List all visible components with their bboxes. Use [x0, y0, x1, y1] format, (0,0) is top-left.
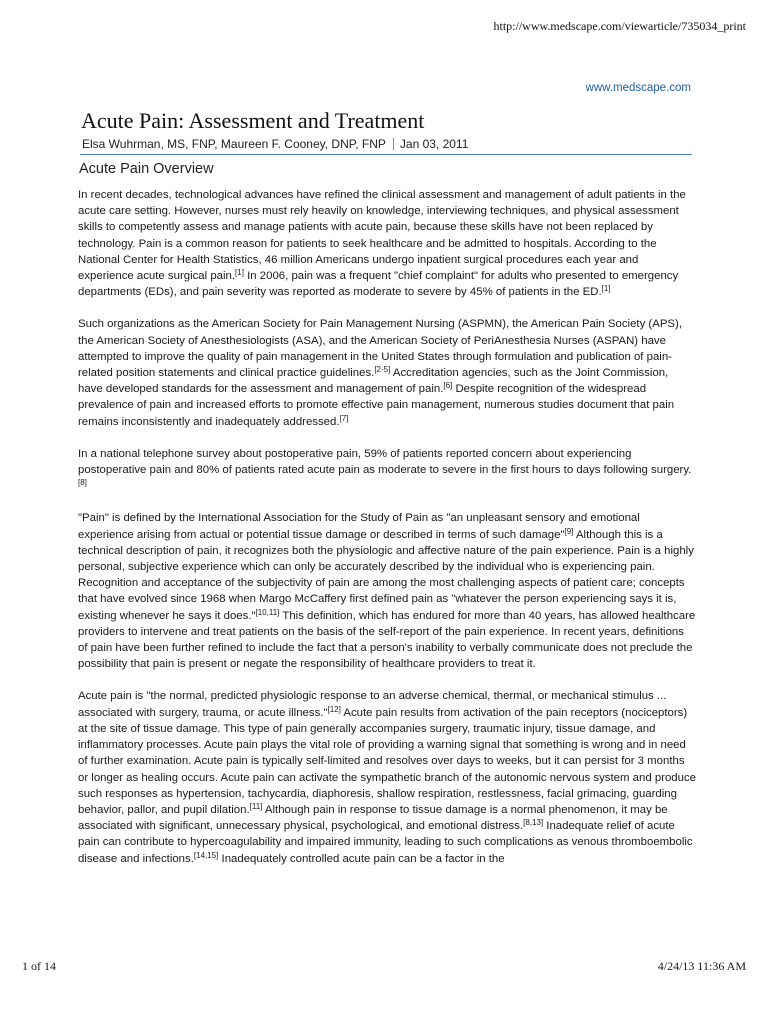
print-timestamp: 4/24/13 11:36 AM: [657, 959, 746, 973]
citation-link[interactable]: [1]: [235, 268, 244, 278]
paragraph-text: Accreditation agencies, such as the Joint Commission, have developed standards for the assessment and management of pain.: [78, 367, 669, 396]
citation-link[interactable]: [8,13]: [523, 818, 544, 828]
paragraph-text: Acute pain results from activation of the pain receptors (nociceptors) at the site of tissue damage. This type of pain generally accompanies surgery, traumatic injury, tissue damage, and inflammatory processes. Acute pain plays the vital role of providing a warning signal that something is wrong and in need of further examination. Acute pain is typically self-limited and resolves over days to weeks, but it can persist for 3 months or longer as healing occurs. Acute pain can activate the sympathetic branch of the autonomic nervous system and produce such responses as hypertension, tachycardia, diaphoresis, shallow respiration, restlessness, facial grimacing, guarding behavior, pallor, and pupil dilation.: [78, 706, 696, 816]
citation-link[interactable]: [10,11]: [255, 607, 280, 617]
article-title: Acute Pain: Assessment and Treatment: [81, 108, 425, 133]
paragraph-text: "Pain" is defined by the International Association for the Study of Pain as "an unpleasant sensory and emotional experience arising from actual or potential tissue damage or described in terms of such damage": [78, 512, 640, 541]
citation-link[interactable]: [7]: [339, 413, 349, 423]
citation-link[interactable]: [12]: [327, 704, 341, 714]
paragraph-text: Inadequately controlled acute pain can be a factor in the: [218, 852, 505, 865]
paragraph-text: Acute pain is "the normal, predicted physiologic response to an adverse chemical, thermal, or mechanical stimulus ... associated with surgery, trauma, or acute illness.": [78, 690, 667, 719]
publish-date: Jan 03, 2011: [399, 137, 469, 151]
citation-link[interactable]: [8]: [78, 478, 87, 488]
section-heading: Acute Pain Overview: [79, 161, 214, 177]
byline-separator: [393, 138, 394, 150]
print-url: http://www.medscape.com/viewarticle/735034_print: [493, 19, 746, 33]
paragraph-text: Inadequate relief of acute pain can contribute to hypercoagulability and impaired immunity, leading to such complications as venous thromboembolic disease and infections.: [78, 820, 693, 865]
title-rule: [80, 154, 692, 155]
paragraph-text: Although pain in response to tissue damage is a normal phenomenon, it may be associated with significant, unnecessary physical, psychological, and emotional distress.: [78, 803, 668, 833]
citation-link[interactable]: [6]: [443, 381, 453, 391]
paragraph: [78, 688, 696, 866]
paragraph: [78, 510, 696, 672]
citation-link[interactable]: [1]: [601, 284, 611, 294]
authors: Elsa Wuhrman, MS, FNP, Maureen F. Cooney, DNP, FNP: [82, 137, 386, 151]
site-link[interactable]: www.medscape.com: [585, 82, 691, 94]
paragraph: [78, 446, 696, 495]
paragraph-text: In 2006, pain was a frequent "chief complaint" for adults who presented to emergency departments (EDs), and pain severity was reported as moderate to severe by 45% of patients in the ED.: [78, 270, 679, 299]
citation-link[interactable]: [14,15]: [193, 850, 219, 860]
paragraph-text: Such organizations as the American Society for Pain Management Nursing (ASPMN), the American Pain Society (APS), the American Society of Anesthesiologists (ASA), and the American Society of PeriAnesthesia Nurses (ASPAN) have attempted to improve the quality of pain management in the United States through formulation and publication of pain-related position statements and clinical practice guidelines.: [78, 318, 682, 380]
article-body: [78, 187, 696, 883]
citation-link[interactable]: [11]: [249, 801, 263, 811]
paragraph-text: Despite recognition of the widespread prevalence of pain and increased efforts to promote effective pain management, numerous studies document that pain remains inconsistently and inadequately addressed.: [78, 383, 675, 428]
citation-link[interactable]: [9]: [564, 526, 574, 536]
page-number: 1 of 14: [22, 959, 56, 973]
paragraph-text: In a national telephone survey about postoperative pain, 59% of patients reported concern about experiencing postoperative pain and 80% of patients rated acute pain as moderate to severe in the first hours to days following surgery.: [78, 447, 692, 477]
paragraph: [78, 316, 696, 429]
paragraph: [78, 187, 696, 300]
paragraph-text: This definition, which has endured for more than 40 years, has allowed healthcare providers to intervene and treat patients on the basis of the self-report of the pain experience. In recent years, definitions of pain have been further refined to include the fact that a person's inability to verbally communicate does not preclude the possibility that pain is present or negate the responsibility of healthcare providers to treat it.: [78, 609, 696, 671]
paragraph-text: In recent decades, technological advances have refined the clinical assessment and management of adult patients in the acute care setting. However, nurses must rely heavily on knowledge, interviewing techniques, and physical assessment skills to competently assess and manage patients with acute pain, because these skills have not been replaced by technology. Pain is a common reason for patients to seek healthcare and be admitted to hospitals. According to the National Center for Health Statistics, 46 million Americans undergo inpatient surgical procedures each year and experience acute surgical pain.: [78, 189, 686, 283]
byline: [82, 137, 468, 151]
paragraph-text: Although this is a technical description of pain, it recognizes both the physiologic and affective nature of the pain experience. Pain is a highly personal, subjective experience which can only be accurately described by the individual who is experiencing pain. Recognition and acceptance of the subjectivity of pain are among the most challenging aspects of patient care; concepts that have evolved since 1968 when Margo McCaffery first defined pain as "whatever the person experiencing says it is, existing whenever he says it does.": [78, 528, 694, 622]
citation-link[interactable]: [2-5]: [374, 365, 391, 375]
